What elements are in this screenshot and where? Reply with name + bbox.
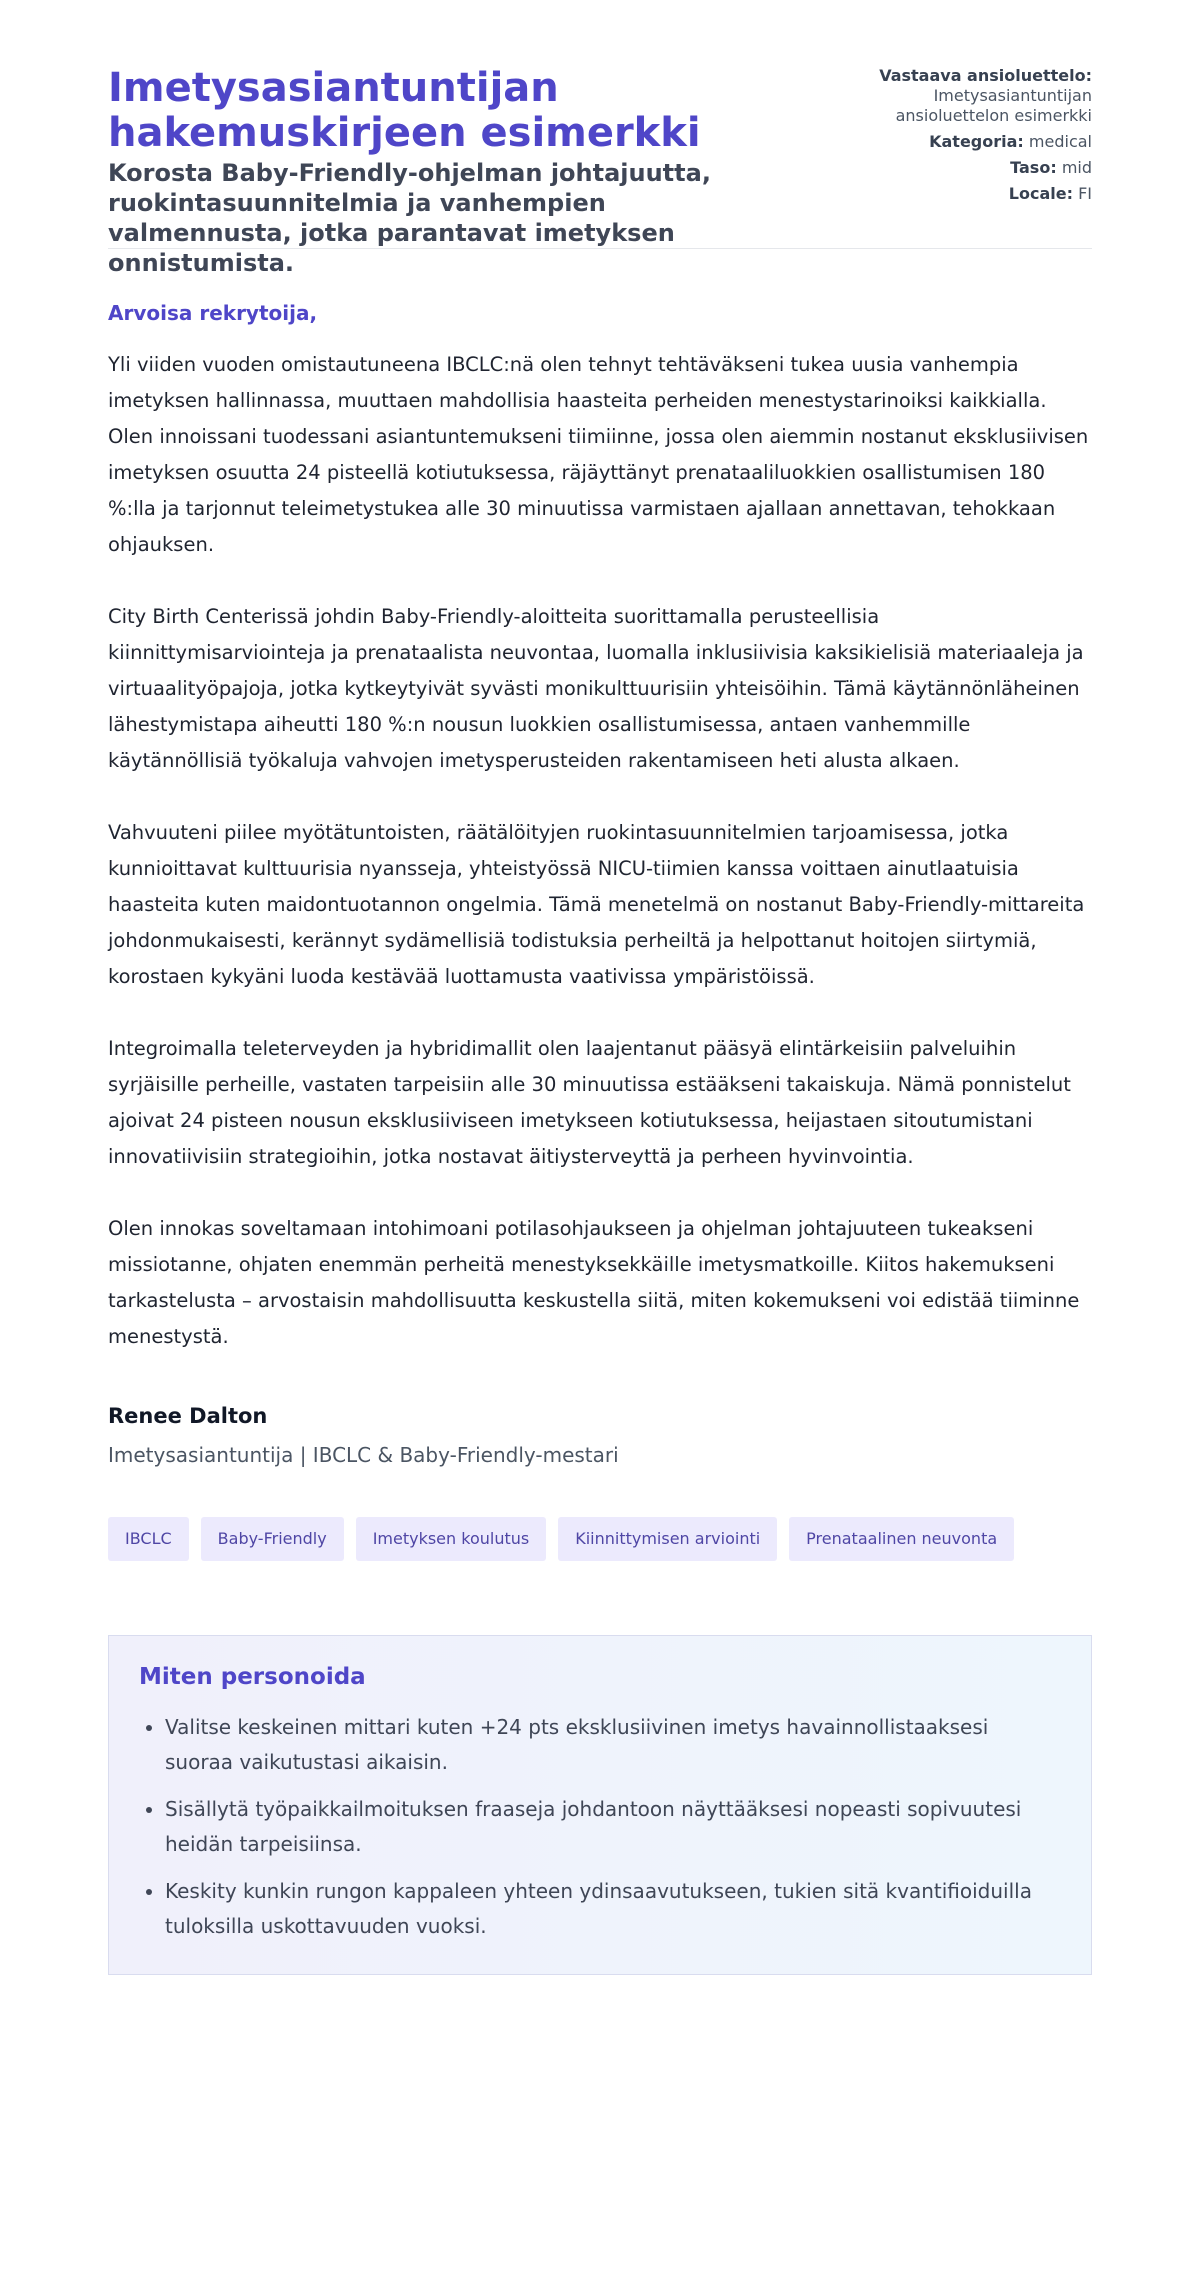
meta-resume-link[interactable]: Imetysasiantuntijan ansioluettelon esimerkki: [895, 86, 1092, 125]
page-subtitle: Korosta Baby-Friendly-ohjelman johtajuutta, ruokintasuunnitelmia ja vanhempien valmennusta, jotka parantavat imetyksen onnistumista.: [108, 159, 711, 277]
tips-item: • Keskity kunkin rungon kappaleen yhteen ydinsaavutukseen, tukien sitä kvantifioiduilla tuloksilla uskottavuuden vuoksi.: [165, 1874, 1061, 1944]
meta-resume-label: Vastaava ansioluettelo:: [879, 66, 1092, 85]
tag-baby-friendly: Baby-Friendly: [201, 1517, 344, 1561]
signature-name: Renee Dalton: [108, 1404, 268, 1428]
meta-related-resume: [832, 66, 1092, 126]
meta-locale-label: Locale:: [1008, 184, 1073, 203]
meta-category-value: medical: [1028, 132, 1092, 151]
letter-paragraph-2: City Birth Centerissä johdin Baby-Friendly-aloitteita suorittamalla perusteellisia kiinnittymisarviointeja ja prenataalista neuvontaa, luomalla inklusiivisia kaksikielisiä materiaaleja ja virtuaalityöpajoja, jotka kytkeytyivät syvästi monikulttuurisiin yhteisöihin. Tämä käytännönläheinen lähestymistapa aiheutti 180 %:n nousun luokkien osallistumisessa, antaen vanhemmille käytännöllisiä työkaluja vahvojen imetysperusteiden rakentamiseen heti alusta alkaen.: [108, 605, 1084, 772]
tips-title: Miten personoida: [139, 1664, 366, 1690]
tips-item: • Valitse keskeinen mittari kuten +24 pts eksklusiivinen imetys havainnollistaaksesi suoraa vaikutustasi aikaisin.: [165, 1710, 1061, 1780]
meta-locale: [832, 184, 1092, 204]
meta-panel: [832, 66, 1092, 210]
signature-block: [108, 1401, 1092, 1469]
meta-locale-value: FI: [1078, 184, 1092, 203]
skill-tags: [108, 1517, 1092, 1561]
meta-level-label: Taso:: [1010, 158, 1057, 177]
letter-paragraph-5: Olen innokas soveltamaan intohimoani potilasohjaukseen ja ohjelman johtajuuteen tukeakseni missiotanne, ohjaten enemmän perheitä menestyksekkäille imetysmatkoille. Kiitos hakemukseni tarkastelusta – arvostaisin mahdollisuutta keskustella siitä, miten kokemukseni voi edistää tiiminne menestystä.: [108, 1217, 1080, 1348]
tips-list: [139, 1710, 1061, 1944]
title-block: [108, 66, 788, 278]
letter-paragraph-1: Yli viiden vuoden omistautuneena IBCLC:nä olen tehnyt tehtäväkseni tukea uusia vanhempia imetyksen hallinnassa, muuttaen mahdollisia haasteita perheiden menestystarinoiksi kaikkialla. Olen innoissani tuodessani asiantuntemukseni tiimiinne, jossa olen aiemmin nostanut eksklusiivisen imetyksen osuutta 24 pisteellä kotiutuksessa, räjäyttänyt prenataaliluokkien osallistumisen 180 %:lla ja tarjonnut teleimetystukea alle 30 minuutissa varmistaen ajallaan annettavan, tehokkaan ohjauksen.: [108, 353, 1089, 556]
meta-category-label: Kategoria:: [929, 132, 1024, 151]
letter-paragraph-3: Vahvuuteni piilee myötätuntoisten, räätälöityjen ruokintasuunnitelmien tarjoamisessa, jotka kunnioittavat kulttuurisia nyansseja, yhteistyössä NICU-tiimien kanssa voittaen ainutlaatuisia haasteita kuten maidontuotannon ongelmia. Tämä menetelmä on nostanut Baby-Friendly-mittareita johdonmukaisesti, kerännyt sydämellisiä todistuksia perheiltä ja helpottanut hoitojen siirtymiä, korostaen kykyäni luoda kestävää luottamusta vaativissa ympäristöissä.: [108, 821, 1085, 988]
tag-breastfeeding-education: Imetyksen koulutus: [356, 1517, 547, 1561]
page-header: [108, 0, 1092, 277]
page-title: Imetysasiantuntijan hakemuskirjeen esimerkki: [108, 65, 701, 156]
signature-title: Imetysasiantuntija | IBCLC & Baby-Friendly-mestari: [108, 1443, 619, 1467]
tag-latch-assessment: Kiinnittymisen arviointi: [558, 1517, 777, 1561]
personalization-tips: [108, 1635, 1092, 1975]
letter-body: [108, 299, 1092, 1355]
meta-level-value: mid: [1061, 158, 1092, 177]
tag-ibclc: IBCLC: [108, 1517, 189, 1561]
letter-paragraph-4: Integroimalla teleterveyden ja hybridimallit olen laajentanut pääsyä elintärkeisiin palveluihin syrjäisille perheille, vastaten tarpeisiin alle 30 minuutissa estääkseni takaiskuja. Nämä ponnistelut ajoivat 24 pisteen nousun eksklusiiviseen imetykseen kotiutuksessa, heijastaen sitoutumistani innovatiivisiin strategioihin, jotka nostavat äitiysterveyttä ja perheen hyvinvointia.: [108, 1037, 1071, 1168]
tips-item: • Sisällytä työpaikkailmoituksen fraaseja johdantoon näyttääksesi nopeasti sopivuutesi heidän tarpeisiinsa.: [165, 1792, 1061, 1862]
letter-paragraphs: [108, 347, 1092, 1355]
tag-prenatal-counseling: Prenataalinen neuvonta: [789, 1517, 1014, 1561]
salutation: Arvoisa rekrytoija,: [108, 301, 318, 325]
meta-level: [832, 158, 1092, 178]
meta-category: [832, 132, 1092, 152]
